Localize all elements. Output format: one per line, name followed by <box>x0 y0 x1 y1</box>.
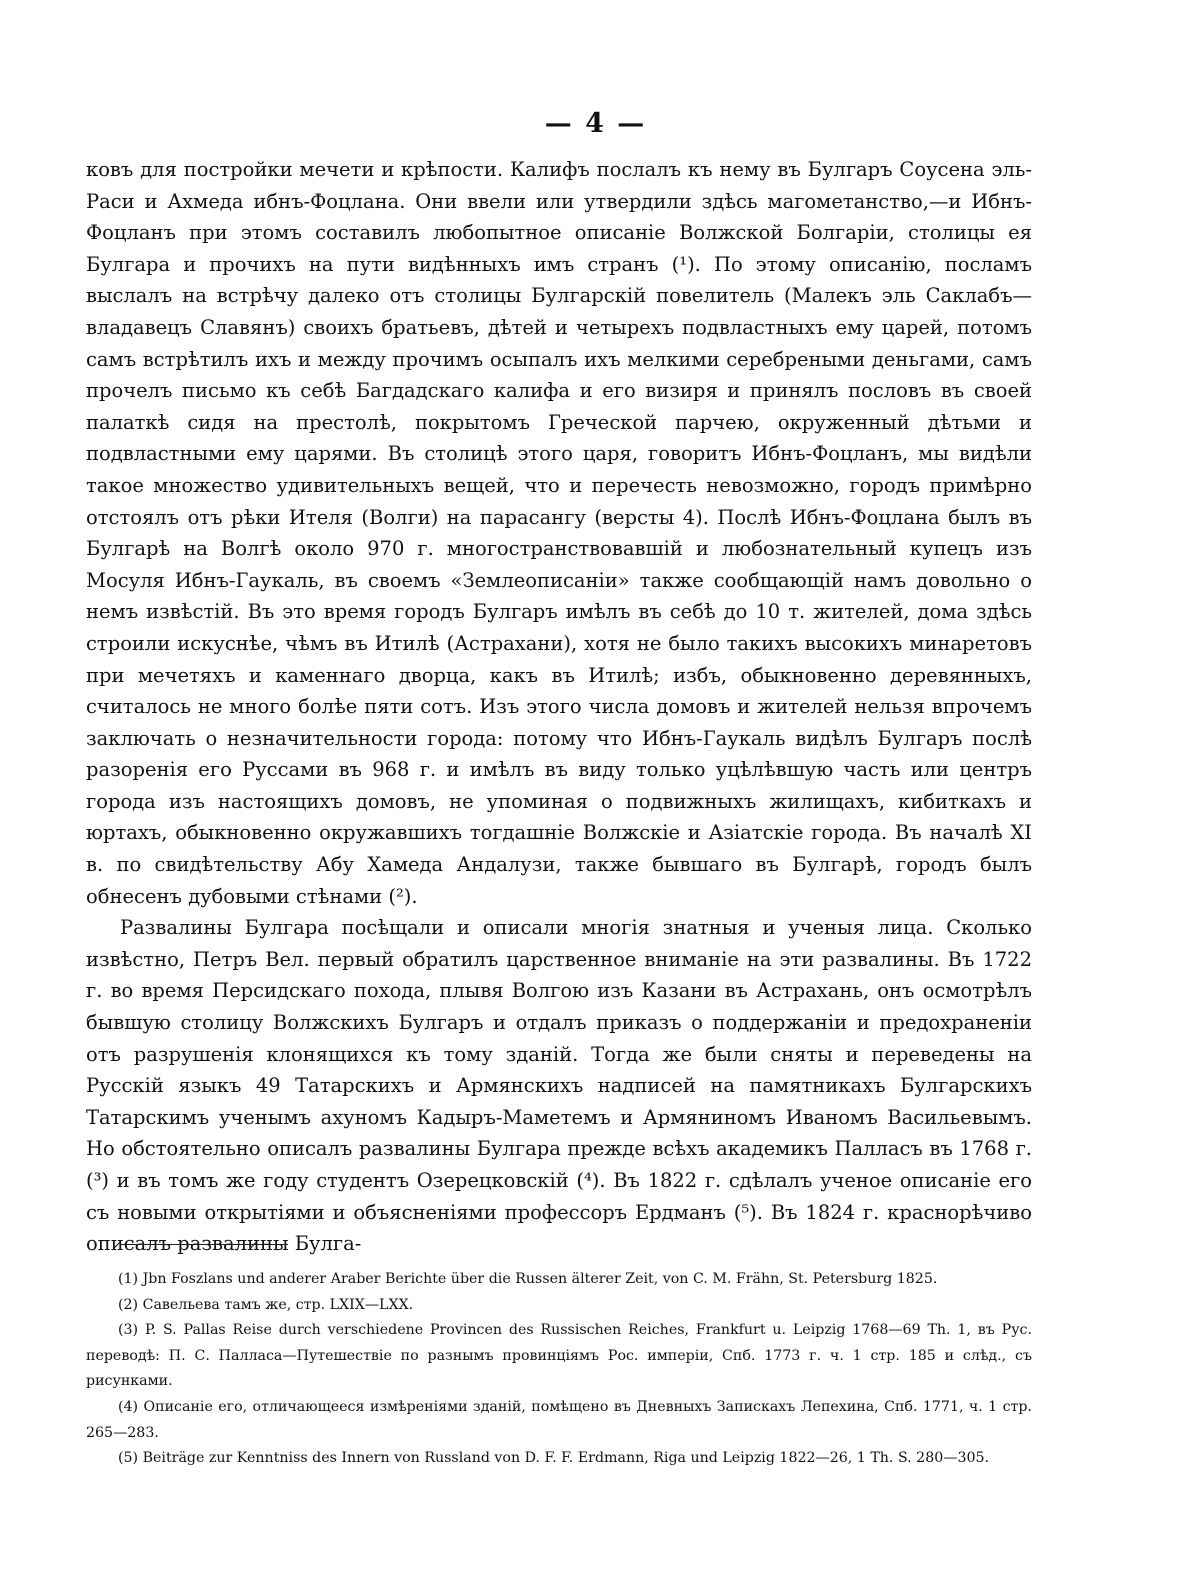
footnote: (2) Савельева тамъ же, стр. LXIX—LXX. <box>118 1296 414 1313</box>
body-paragraph: Развалины Булгара посѣщали и описали многія знатныя и ученыя лица. Сколько извѣстно, Петръ Вел. первый обратилъ царственное вниманіе на эти развалины. Въ 1722 г. во время Персидскаго похода, плывя Волгою изъ Казани въ Астрахань, онъ осмотрѣлъ бывшую столицу Волжскихъ Булгаръ и отдалъ приказъ о поддержаніи и предохраненіи отъ разрушенія клонящихся къ тому зданій. Тогда же были сняты и переведены на Русскій языкъ 49 Татарскихъ и Армянскихъ надписей на памятникахъ Булгарскихъ Татарскимъ ученымъ ахуномъ Кадыръ-Маметемъ и Армяниномъ Иваномъ Васильевымъ. Но обстоятельно описалъ развалины Булгара прежде всѣхъ академикъ Палласъ въ 1768 г. (³) и въ томъ же году студентъ Озерецковскій (⁴). Въ 1822 г. сдѣлалъ ученое описаніе его съ новыми открытіями и объясненіями профессоръ Ердманъ (⁵). Въ 1824 г. краснорѣчиво описалъ развалины Булга- <box>86 916 1032 1256</box>
body-text <box>86 154 1032 1260</box>
footnote: (1) Jbn Foszlans und anderer Araber Berichte über die Russen älterer Zeit, von C. M. Frähn, St. Petersburg 1825. <box>118 1271 938 1287</box>
page-number: — 4 — <box>544 108 647 139</box>
body-paragraph: ковъ для постройки мечети и крѣпости. Калифъ послалъ къ нему въ Булгаръ Соусена эль-Раси и Ахмеда ибнъ-Фоцлана. Они ввели или утвердили здѣсь магометанство,—и Ибнъ-Фоцланъ при этомъ составилъ любопытное описаніе Волжской Болгаріи, столицы ея Булгара и прочихъ на пути видѣнныхъ имъ странъ (¹). По этому описанію, посламъ выслалъ на встрѣчу далеко отъ столицы Булгарскій повелитель (Малекъ эль Саклабъ—владавецъ Славянъ) своихъ братьевъ, дѣтей и четырехъ подвластныхъ ему царей, потомъ самъ встрѣтилъ ихъ и между прочимъ осыпалъ ихъ мелкими серебреными деньгами, самъ прочелъ письмо къ себѣ Багдадскаго калифа и его визиря и принялъ пословъ въ своей палаткѣ сидя на престолѣ, покрытомъ Греческой парчею, окруженный дѣтьми и подвластными ему царями. Въ столицѣ этого царя, говоритъ Ибнъ-Фоцланъ, мы видѣли такое множество удивительныхъ вещей, что и перечесть невозможно, городъ примѣрно отстоялъ отъ рѣки Ителя (Волги) на парасангу (версты 4). Послѣ Ибнъ-Фоцлана былъ въ Булгарѣ на Волгѣ около 970 г. многостранствовавшій и любознательный купецъ изъ Мосуля Ибнъ-Гаукаль, въ своемъ «Землеописаніи» также сообщающій намъ довольно о немъ извѣстій. Въ это время городъ Булгаръ имѣлъ въ себѣ до 10 т. жителей, дома здѣсь строили искуснѣе, чѣмъ въ Итилѣ (Астрахани), хотя не было такихъ высокихъ минаретовъ при мечетяхъ и каменнаго дворца, какъ въ Итилѣ; избъ, обыкновенно деревянныхъ, считалось не много болѣе пяти сотъ. Изъ этого числа домовъ и жителей нельзя впрочемъ заключать о незначительности города: потому что Ибнъ-Гаукаль видѣлъ Булгаръ послѣ разоренія его Руссами въ 968 г. и имѣлъ въ виду только уцѣлѣвшую часть или центръ города изъ настоящихъ домовъ, не упоминая о подвижныхъ жилищахъ, кибиткахъ и юртахъ, обыкновенно окружавшихъ тогдашніе Волжскіе и Азіатскіе города. Въ началѣ XI в. по свидѣтельству Абу Хамеда Андалузи, также бывшаго въ Булгарѣ, городъ былъ обнесенъ дубовыми стѣнами (²). <box>86 158 1032 908</box>
footnote: (3) P. S. Pallas Reise durch verschiedene Provincen des Russischen Reiches, Frankfurt u. Leipzig 1768—69 Th. 1, въ Рус. переводѣ: П. С. Палласа—Путешествіе по разнымъ провинціямъ Рос. имперіи, Спб. 1773 г. ч. 1 стр. 185 и слѣд., съ рисунками. <box>86 1322 1032 1390</box>
footnote-separator <box>120 1244 288 1245</box>
footnotes <box>86 1267 1032 1472</box>
footnote: (4) Описаніе его, отличающееся измѣреніями зданій, помѣщено въ Дневныхъ Запискахъ Лепехина, Спб. 1771, ч. 1 стр. 265—283. <box>86 1398 1032 1441</box>
footnote: (5) Beiträge zur Kenntniss des Innern von Russland von D. F. F. Erdmann, Riga und Leipzig 1822—26, 1 Th. S. 280—305. <box>118 1450 990 1467</box>
